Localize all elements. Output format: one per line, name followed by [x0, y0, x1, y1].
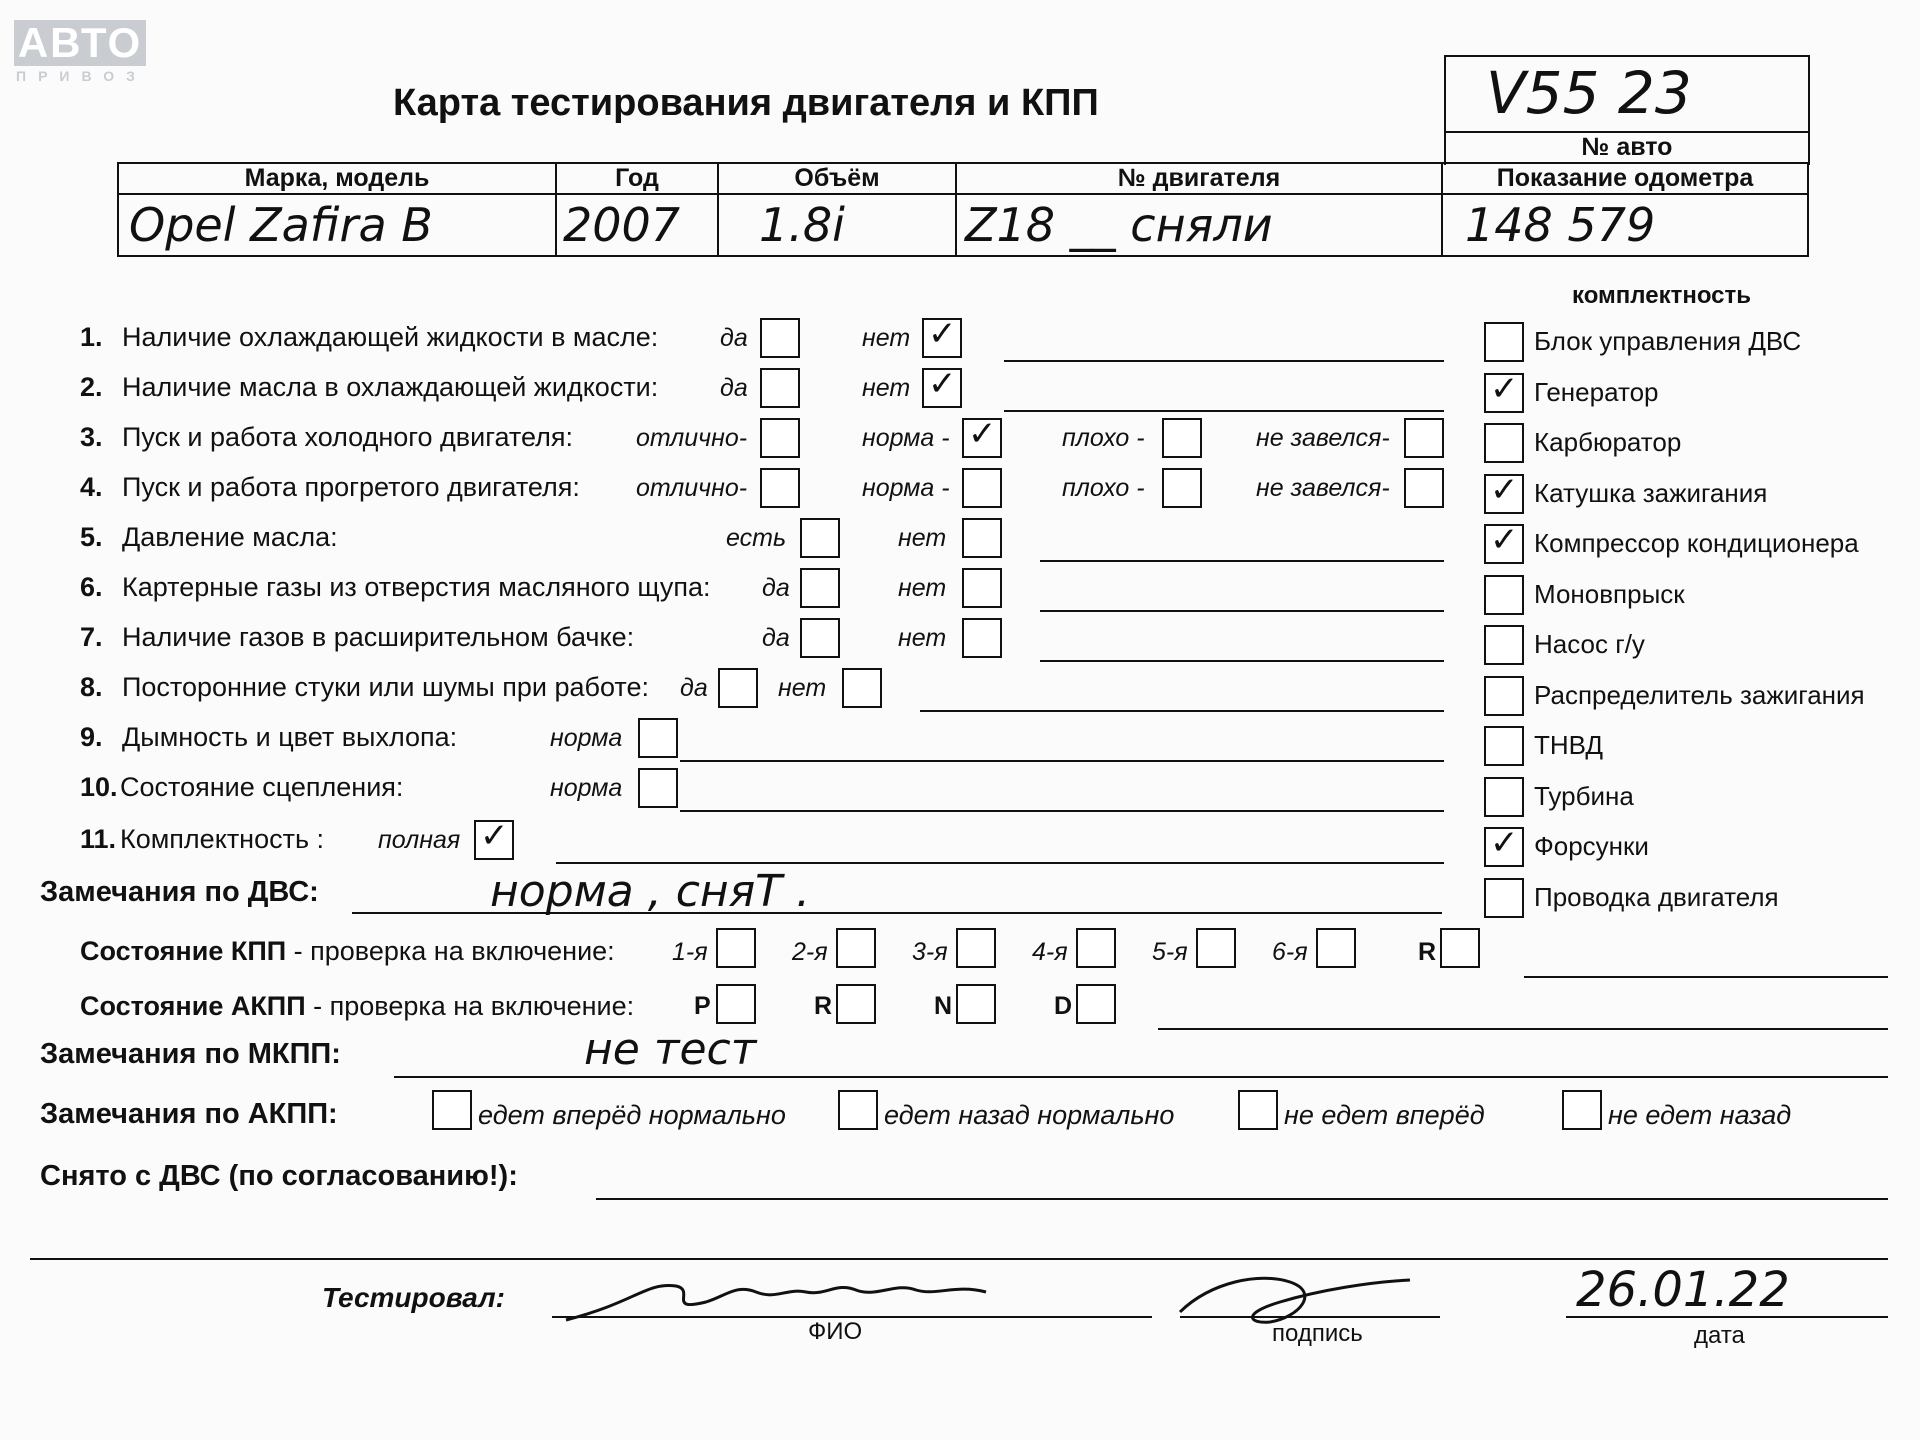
- akpp-remarks-label: Замечания по АКПП:: [40, 1098, 338, 1130]
- dvs-remarks-label: Замечания по ДВС:: [40, 876, 319, 908]
- question-text: Давление масла:: [122, 522, 338, 552]
- kit-item-label: Карбюратор: [1534, 427, 1682, 457]
- akpp-label-rest: - проверка на включение:: [305, 991, 635, 1021]
- car-number-box: [1444, 55, 1810, 131]
- sign-caption: подпись: [1272, 1320, 1363, 1347]
- kpp-gear-label: 1-я: [672, 938, 708, 966]
- option-label: не завелся-: [1256, 474, 1390, 502]
- page-title: Карта тестирования двигателя и КПП: [393, 82, 1099, 124]
- option-label: нет: [862, 324, 911, 352]
- kit-checkbox[interactable]: [1484, 823, 1524, 867]
- kit-checkbox[interactable]: [1484, 625, 1524, 665]
- akpp-remark-label: едет вперёд нормально: [478, 1100, 786, 1130]
- mkpp-remarks-value[interactable]: не тест: [584, 1024, 757, 1075]
- kit-checkbox[interactable]: [1484, 322, 1524, 362]
- option-checkbox[interactable]: [842, 668, 882, 708]
- removed-label: Снято с ДВС (по согласованию!):: [40, 1160, 518, 1192]
- akpp-remark-checkbox[interactable]: [1562, 1090, 1602, 1130]
- question-number: 8.: [80, 672, 103, 702]
- kit-checkbox-check: ✓: [1490, 469, 1519, 510]
- answer-line: [920, 710, 1444, 712]
- akpp-gear-label: D: [1054, 992, 1073, 1020]
- option-label: да: [720, 374, 748, 402]
- kit-item-label: ТНВД: [1534, 730, 1604, 760]
- question-number: 5.: [80, 522, 103, 552]
- kpp-gear-label: 4-я: [1032, 938, 1068, 966]
- kit-checkbox-check: ✓: [1490, 520, 1519, 560]
- kit-checkbox[interactable]: [1484, 726, 1524, 766]
- answer-line: [556, 862, 1444, 864]
- tested-label: Тестировал:: [322, 1282, 505, 1313]
- kpp-gear-checkbox[interactable]: [836, 928, 876, 968]
- kit-item-label: Моновпрыск: [1534, 578, 1685, 609]
- answer-line: [1040, 610, 1444, 612]
- kit-item-label: Проводка двигателя: [1534, 881, 1779, 912]
- kpp-line: [1524, 976, 1888, 978]
- kit-item-label: Компрессор кондиционера: [1534, 528, 1859, 558]
- kit-item-label: Распределитель зажигания: [1534, 679, 1865, 710]
- kit-checkbox[interactable]: [1484, 520, 1524, 564]
- model-value: Opel Zafira B: [118, 194, 556, 256]
- date-value[interactable]: 26.01.22: [1576, 1262, 1790, 1318]
- option-label: нет: [862, 374, 911, 402]
- logo-subtitle: ПРИВОЗ: [16, 68, 147, 84]
- question-text: Наличие охлаждающей жидкости в масле:: [122, 322, 659, 352]
- option-checkbox-check: ✓: [480, 816, 509, 856]
- option-checkbox[interactable]: [474, 816, 514, 860]
- car-number-value: V55 23: [1486, 59, 1692, 127]
- kit-item-label: Форсунки: [1534, 831, 1649, 861]
- dvs-remarks-value[interactable]: норма , сняТ .: [490, 866, 811, 917]
- year-value: 2007: [556, 194, 718, 256]
- akpp-line: [1158, 1028, 1888, 1030]
- option-label: нет: [898, 574, 947, 602]
- option-label: не завелся-: [1256, 424, 1390, 452]
- option-label: да: [762, 574, 790, 602]
- option-label: норма -: [862, 474, 950, 502]
- question-number: 9.: [80, 722, 103, 752]
- kpp-gear-checkbox[interactable]: [1440, 928, 1480, 968]
- option-checkbox[interactable]: [962, 618, 1002, 658]
- option-label: да: [762, 624, 790, 652]
- akpp-remark-label: не едет назад: [1608, 1100, 1792, 1130]
- option-label: полная: [378, 826, 461, 854]
- option-label: нет: [898, 624, 947, 652]
- option-label: нет: [778, 674, 827, 702]
- col-header-volume: Объём: [718, 163, 956, 194]
- kpp-gear-checkbox[interactable]: [956, 928, 996, 968]
- akpp-label: [80, 991, 634, 1022]
- akpp-gear-checkbox[interactable]: [1076, 984, 1116, 1024]
- option-label: отлично-: [636, 474, 748, 502]
- question-number: 6.: [80, 572, 103, 602]
- option-checkbox[interactable]: [1162, 418, 1202, 458]
- question-number: 11.: [80, 824, 117, 854]
- option-label: есть: [726, 524, 787, 552]
- question-text: Наличие масла в охлаждающей жидкости:: [122, 372, 659, 402]
- kpp-gear-checkbox[interactable]: [1316, 928, 1356, 968]
- option-checkbox[interactable]: [962, 568, 1002, 608]
- kpp-gear-label: 3-я: [912, 938, 948, 966]
- option-checkbox[interactable]: [760, 318, 800, 358]
- kpp-gear-label: 5-я: [1152, 938, 1188, 966]
- kit-checkbox[interactable]: [1484, 676, 1524, 716]
- col-header-engine-no: № двигателя: [956, 163, 1442, 194]
- kpp-label: [80, 936, 615, 967]
- mkpp-remarks-label: Замечания по МКПП:: [40, 1038, 341, 1070]
- kpp-label-rest: - проверка на включение:: [286, 936, 615, 966]
- akpp-gear-checkbox[interactable]: [716, 984, 756, 1024]
- question-text: Пуск и работа прогретого двигателя:: [122, 472, 580, 502]
- akpp-gear-label: N: [934, 992, 953, 1020]
- option-label: норма -: [862, 424, 950, 452]
- logo: АВТО: [14, 20, 146, 66]
- option-checkbox[interactable]: [800, 518, 840, 558]
- kpp-gear-checkbox[interactable]: [1196, 928, 1236, 968]
- volume-value: 1.8i: [718, 194, 956, 256]
- answer-line: [680, 810, 1444, 812]
- question-number: 7.: [80, 622, 103, 652]
- answer-line: [1004, 410, 1444, 412]
- option-checkbox[interactable]: [1404, 468, 1444, 508]
- engine-no-value: Z18 __ сняли: [956, 194, 1442, 256]
- removed-line: [596, 1198, 1888, 1200]
- option-checkbox[interactable]: [922, 314, 962, 358]
- option-label: плохо -: [1062, 424, 1145, 452]
- kit-checkbox[interactable]: [1484, 575, 1524, 615]
- kit-item-label: Блок управления ДВС: [1534, 326, 1802, 356]
- option-label: отлично-: [636, 424, 748, 452]
- kit-checkbox[interactable]: [1484, 423, 1524, 463]
- option-checkbox[interactable]: [962, 414, 1002, 458]
- kit-checkbox-check: ✓: [1490, 823, 1519, 863]
- option-checkbox[interactable]: [800, 618, 840, 658]
- kpp-label-bold: Состояние КПП: [80, 936, 287, 966]
- kit-checkbox-check: ✓: [1490, 368, 1519, 409]
- option-checkbox[interactable]: [1404, 418, 1444, 458]
- kpp-gear-label: 6-я: [1272, 938, 1308, 966]
- question-number: 2.: [80, 372, 103, 402]
- kpp-gear-label: 2-я: [792, 938, 828, 966]
- option-label: норма: [550, 774, 623, 802]
- kit-item-label: Генератор: [1534, 376, 1659, 407]
- question-text: Наличие газов в расширительном бачке:: [122, 622, 635, 652]
- answer-line: [1004, 360, 1444, 362]
- mkpp-remarks-line: [394, 1076, 1888, 1078]
- option-checkbox[interactable]: [638, 768, 678, 808]
- option-checkbox-check: ✓: [928, 314, 957, 354]
- akpp-gear-label: P: [694, 992, 711, 1020]
- akpp-remark-checkbox[interactable]: [838, 1090, 878, 1130]
- option-checkbox[interactable]: [718, 668, 758, 708]
- col-header-year: Год: [556, 163, 718, 194]
- option-checkbox[interactable]: [800, 568, 840, 608]
- option-label: плохо -: [1062, 474, 1145, 502]
- answer-line: [680, 760, 1444, 762]
- option-checkbox-check: ✓: [928, 364, 957, 404]
- question-text: Картерные газы из отверстия масляного щупа:: [122, 572, 711, 602]
- question-text: Посторонние стуки или шумы при работе:: [122, 672, 649, 702]
- question-text: Комплектность :: [120, 824, 325, 854]
- kit-item-label: Насос г/у: [1534, 629, 1645, 659]
- option-checkbox[interactable]: [638, 718, 678, 758]
- odometer-value: 148 579: [1442, 194, 1808, 256]
- option-label: да: [720, 324, 748, 352]
- option-checkbox[interactable]: [760, 468, 800, 508]
- akpp-remark-label: едет назад нормально: [884, 1100, 1175, 1130]
- akpp-gear-label: R: [814, 992, 833, 1020]
- akpp-gear-checkbox[interactable]: [836, 984, 876, 1024]
- section-divider: [30, 1258, 1888, 1260]
- kpp-gear-checkbox[interactable]: [1076, 928, 1116, 968]
- kpp-gear-checkbox[interactable]: [716, 928, 756, 968]
- option-checkbox[interactable]: [1162, 468, 1202, 508]
- option-checkbox[interactable]: [962, 468, 1002, 508]
- question-text: Пуск и работа холодного двигателя:: [122, 422, 573, 452]
- option-checkbox[interactable]: [760, 368, 800, 408]
- option-checkbox-check: ✓: [968, 414, 997, 454]
- option-checkbox[interactable]: [760, 418, 800, 458]
- date-caption: дата: [1694, 1322, 1745, 1349]
- col-header-odometer: Показание одометра: [1442, 163, 1808, 194]
- kit-checkbox[interactable]: [1484, 878, 1524, 918]
- kit-title: комплектность: [1572, 282, 1752, 309]
- question-number: 10.: [80, 772, 118, 802]
- akpp-remark-checkbox[interactable]: [1238, 1090, 1278, 1130]
- kit-item-label: Катушка зажигания: [1534, 477, 1768, 508]
- question-text: Состояние сцепления:: [120, 772, 404, 802]
- akpp-remark-label: не едет вперёд: [1284, 1100, 1485, 1130]
- kit-checkbox[interactable]: [1484, 368, 1524, 413]
- kit-item-label: Турбина: [1534, 780, 1634, 811]
- vehicle-info-table: [117, 162, 1809, 257]
- kit-checkbox[interactable]: [1484, 777, 1524, 817]
- option-label: нет: [898, 524, 947, 552]
- option-label: норма: [550, 724, 623, 752]
- akpp-gear-checkbox[interactable]: [956, 984, 996, 1024]
- question-number: 3.: [80, 422, 103, 452]
- fio-handwriting: [556, 1262, 1006, 1332]
- option-checkbox[interactable]: [962, 518, 1002, 558]
- answer-line: [1040, 560, 1444, 562]
- option-checkbox[interactable]: [922, 364, 962, 408]
- question-number: 4.: [80, 472, 103, 502]
- question-text: Дымность и цвет выхлопа:: [122, 722, 458, 752]
- akpp-label-bold: Состояние АКПП: [80, 991, 306, 1021]
- question-number: 1.: [80, 322, 103, 352]
- option-label: да: [680, 674, 708, 702]
- akpp-remark-checkbox[interactable]: [432, 1090, 472, 1130]
- kit-checkbox[interactable]: [1484, 469, 1524, 514]
- answer-line: [1040, 660, 1444, 662]
- kpp-gear-label: R: [1418, 938, 1437, 966]
- col-header-model: Марка, модель: [118, 163, 556, 194]
- car-number-label: № авто: [1444, 131, 1810, 165]
- fio-caption: ФИО: [808, 1318, 863, 1345]
